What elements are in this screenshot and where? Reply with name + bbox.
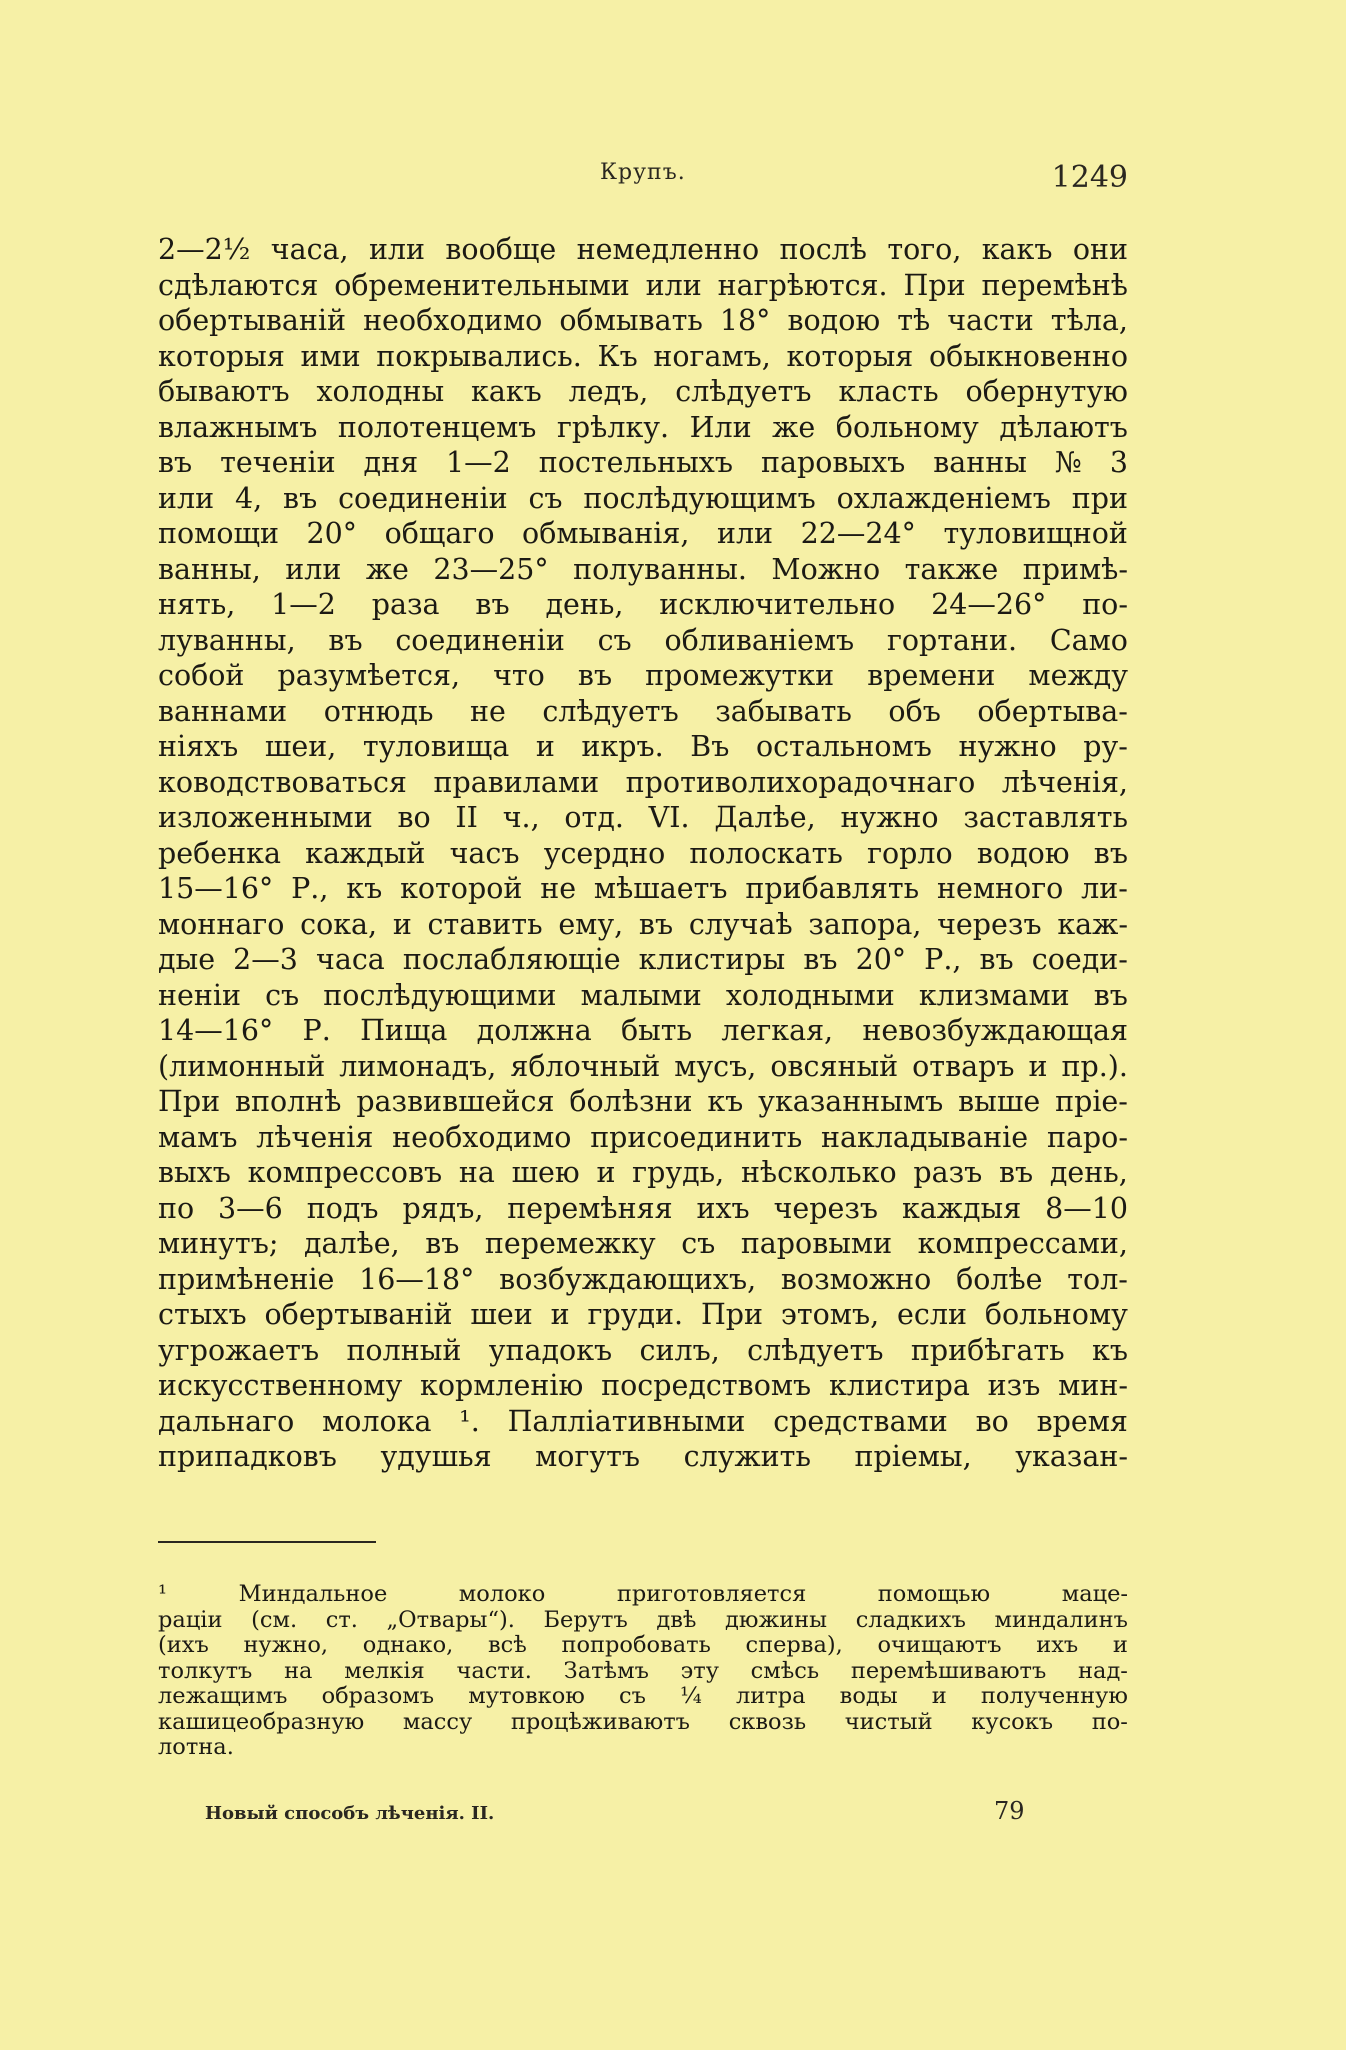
footnote-line: ¹ Миндальное молоко приготовляется помощью маце- [158, 1581, 1128, 1607]
footnote-line: лежащимъ образомъ мутовкою съ ¼ литра воды и полученную [158, 1683, 1128, 1709]
text-line: которыя ими покрывались. Къ ногамъ, которыя обыкновенно [158, 339, 1128, 373]
text-line: или 4, въ соединеніи съ послѣдующимъ охлажденіемъ при [158, 481, 1128, 515]
text-line: ваннами отнюдь не слѣдуетъ забывать объ обертыва- [158, 694, 1128, 728]
text-line: помощи 20° общаго обмыванія, или 22—24° туловищной [158, 517, 1128, 550]
text-line: въ теченіи дня 1—2 постельныхъ паровыхъ ванны № 3 [158, 446, 1128, 479]
footnote-line: кашицеобразную массу процѣживаютъ сквозь чистый кусокъ по- [158, 1708, 1128, 1735]
text-line: (лимонный лимонадъ, яблочный мусъ, овсяный отваръ и пр.). [158, 1049, 1128, 1083]
text-line: бываютъ холодны какъ ледъ, слѣдуетъ класть обернутую [158, 375, 1128, 408]
footnote-line: толкутъ на мелкія части. Затѣмъ эту смѣсь перемѣшиваютъ над- [158, 1657, 1128, 1684]
signature-title: Новый способъ лѣченія. II. [205, 1803, 495, 1824]
text-line: собой разумѣется, что въ промежутки времени между [158, 659, 1128, 692]
text-line: минутъ; далѣе, въ перемежку съ паровыми компрессами, [158, 1227, 1128, 1260]
text-line: дые 2—3 часа послабляющіе клистиры въ 20° Р., въ соеди- [158, 943, 1128, 976]
text-line: угрожаетъ полный упадокъ силъ, слѣдуетъ прибѣгать къ [158, 1333, 1128, 1367]
text-line: ванны, или же 23—25° полуванны. Можно также примѣ- [158, 552, 1128, 586]
text-line: неніи съ послѣдующими малыми холодными клизмами въ [158, 978, 1128, 1012]
text-line: дальнаго молока ¹. Палліативными средствами во время [158, 1404, 1128, 1438]
text-line: моннаго сока, и ставить ему, въ случаѣ запора, черезъ каж- [158, 907, 1128, 941]
text-line: мамъ лѣченія необходимо присоединить накладываніе паро- [158, 1120, 1128, 1154]
text-line: обертываній необходимо обмывать 18° водою тѣ части тѣла, [158, 304, 1128, 337]
text-line: 15—16° Р., къ которой не мѣшаетъ прибавлять немного ли- [158, 872, 1128, 905]
text-line: ководствоваться правилами противолихорадочнаго лѣченія, [158, 765, 1128, 799]
text-line: сдѣлаются обременительными или нагрѣются. При перемѣнѣ [158, 268, 1128, 302]
text-line: искусственному кормленію посредствомъ клистира изъ мин- [158, 1369, 1128, 1402]
footnote-line: (ихъ нужно, однако, всѣ попробовать сперва), очищаютъ ихъ и [158, 1632, 1128, 1658]
body-text [158, 232, 1128, 1475]
text-line: влажнымъ полотенцемъ грѣлку. Или же больному дѣлаютъ [158, 410, 1128, 444]
signature-mark: 79 [994, 1797, 1025, 1825]
footnote-rule [158, 1541, 376, 1543]
text-line: выхъ компрессовъ на шею и грудь, нѣсколько разъ въ день, [158, 1156, 1128, 1189]
text-line: по 3—6 подъ рядъ, перемѣняя ихъ черезъ каждыя 8—10 [158, 1191, 1128, 1225]
text-line: При вполнѣ развившейся болѣзни къ указаннымъ выше пріе- [158, 1085, 1128, 1118]
text-line: ніяхъ шеи, туловища и икръ. Въ остальномъ нужно ру- [158, 730, 1128, 763]
footnote-line: лотна. [158, 1734, 234, 1760]
running-head: Крупъ. [600, 160, 686, 185]
text-line: луванны, въ соединеніи съ обливаніемъ гортани. Само [158, 623, 1128, 657]
text-line: нять, 1—2 раза въ день, исключительно 24—26° по- [158, 588, 1128, 621]
footnote-line: раціи (см. ст. „Отвары“). Берутъ двѣ дюжины сладкихъ миндалинъ [158, 1606, 1128, 1633]
footnote [158, 1582, 1128, 1761]
text-line: 14—16° Р. Пища должна быть легкая, невозбуждающая [158, 1014, 1128, 1047]
text-line: припадковъ удушья могутъ служить пріемы, указан- [158, 1440, 1128, 1473]
text-line: примѣненіе 16—18° возбуждающихъ, возможно болѣе тол- [158, 1262, 1128, 1296]
text-line: изложенными во II ч., отд. VI. Далѣе, нужно заставлять [158, 801, 1128, 834]
text-line: ребенка каждый часъ усердно полоскать горло водою въ [158, 836, 1128, 870]
text-line: 2—2½ часа, или вообще немедленно послѣ того, какъ они [158, 233, 1128, 266]
text-line: стыхъ обертываній шеи и груди. При этомъ, если больному [158, 1298, 1128, 1331]
page-number: 1249 [1051, 160, 1128, 195]
